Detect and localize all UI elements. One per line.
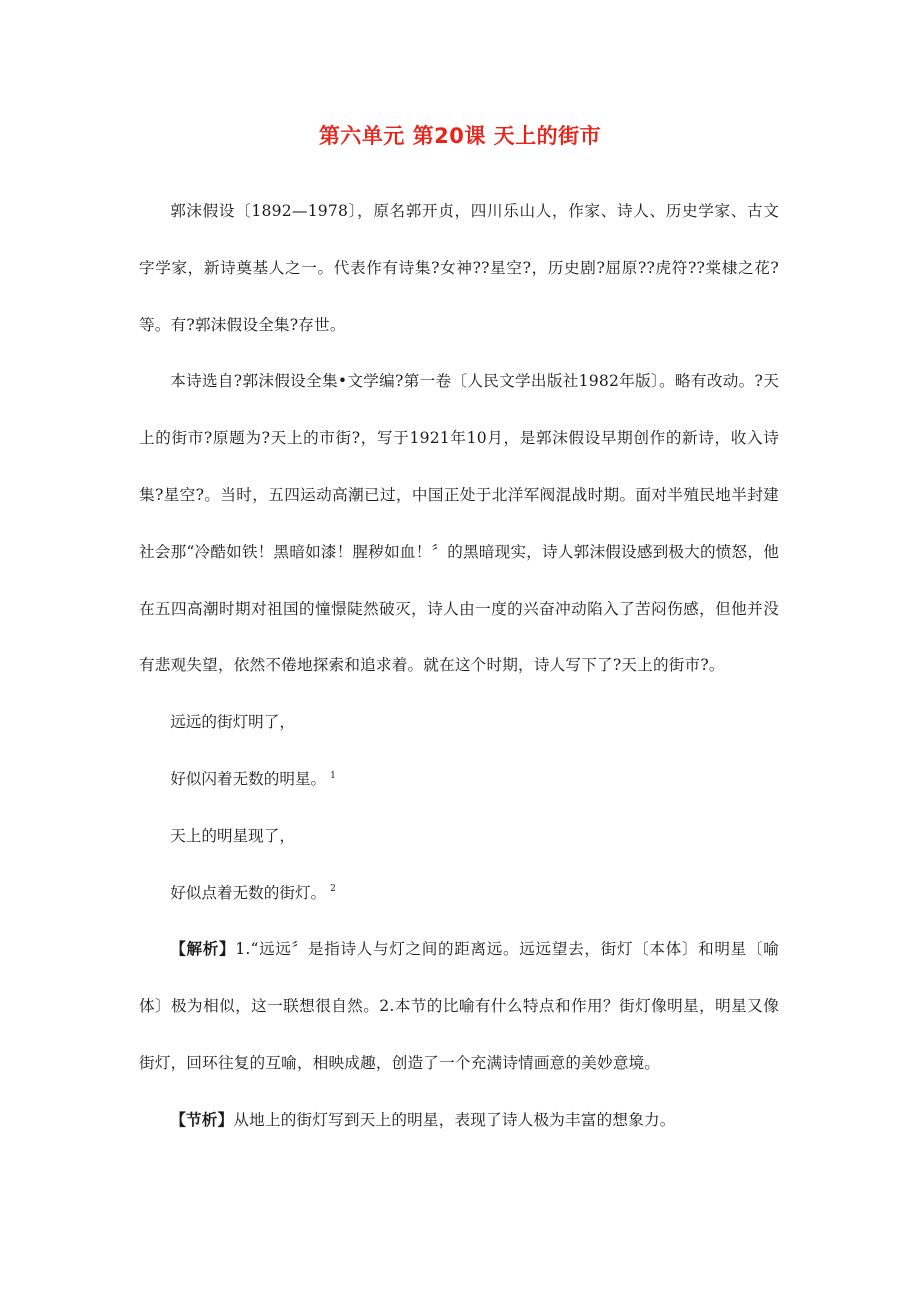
author-intro-paragraph: 郭沫假设〔1892—1978〕，原名郭开贞，四川乐山人，作家、诗人、历史学家、古文字学家，新诗奠基人之一。代表作有诗集?女神??星空?，历史剧?屈原??虎符??棠棣之花?等。有?郭沫假设全集?存世。 (139, 202, 779, 334)
poem-line-text: 天上的明星现了， (170, 826, 295, 845)
poem-line (139, 694, 779, 751)
poem-line (139, 751, 779, 808)
poem-line-text: 远远的街灯明了， (170, 713, 295, 732)
poem-excerpt (139, 694, 779, 921)
footnote-marker: 1 (330, 770, 336, 781)
section-note-tag: 【节析】 (170, 1109, 234, 1129)
poem-line-text: 好似点着无数的街灯。 (170, 883, 327, 902)
section-note-paragraph (139, 1092, 779, 1149)
poem-line (139, 865, 779, 922)
page-title: 第六单元 第20课 天上的街市 (318, 124, 602, 148)
analysis-text: 1.“远远〞是指诗人与灯之间的距离远。远远望去，街灯〔本体〕和明星〔喻体〕极为相似，这一联想很自然。2.本节的比喻有什么特点和作用？街灯像明星，明星又像街灯，回环往复的互喻，相映成趣，创造了一个充满诗情画意的美妙意境。 (139, 940, 779, 1072)
section-note-text: 从地上的街灯写到天上的明星，表现了诗人极为丰富的想象力。 (233, 1110, 676, 1129)
document-body (139, 183, 779, 1149)
poem-line (139, 808, 779, 865)
analysis-paragraph (139, 921, 779, 1091)
background-paragraph: 本诗选自?郭沫假设全集•文学编?第一卷〔人民文学出版社1982年版〕。略有改动。?天上的街市?原题为?天上的市街?，写于1921年10月，是郭沫假设早期创作的新诗，收入诗集?星空?。当时，五四运动高潮已过，中国正处于北洋军阀混战时期。面对半殖民地半封建社会那“冷酷如铁！黑暗如漆！腥秽如血！〞的黑暗现实，诗人郭沫假设感到极大的愤怒，他在五四高潮时期对祖国的憧憬陡然破灭，诗人由一度的兴奋冲动陷入了苦闷伤感，但他并没有悲观失望，依然不倦地探索和追求着。就在这个时期，诗人写下了?天上的街市?。 (139, 372, 779, 675)
footnote-marker: 2 (330, 884, 336, 895)
poem-line-text: 好似闪着无数的明星。 (170, 769, 327, 788)
analysis-tag: 【解析】 (170, 939, 236, 959)
